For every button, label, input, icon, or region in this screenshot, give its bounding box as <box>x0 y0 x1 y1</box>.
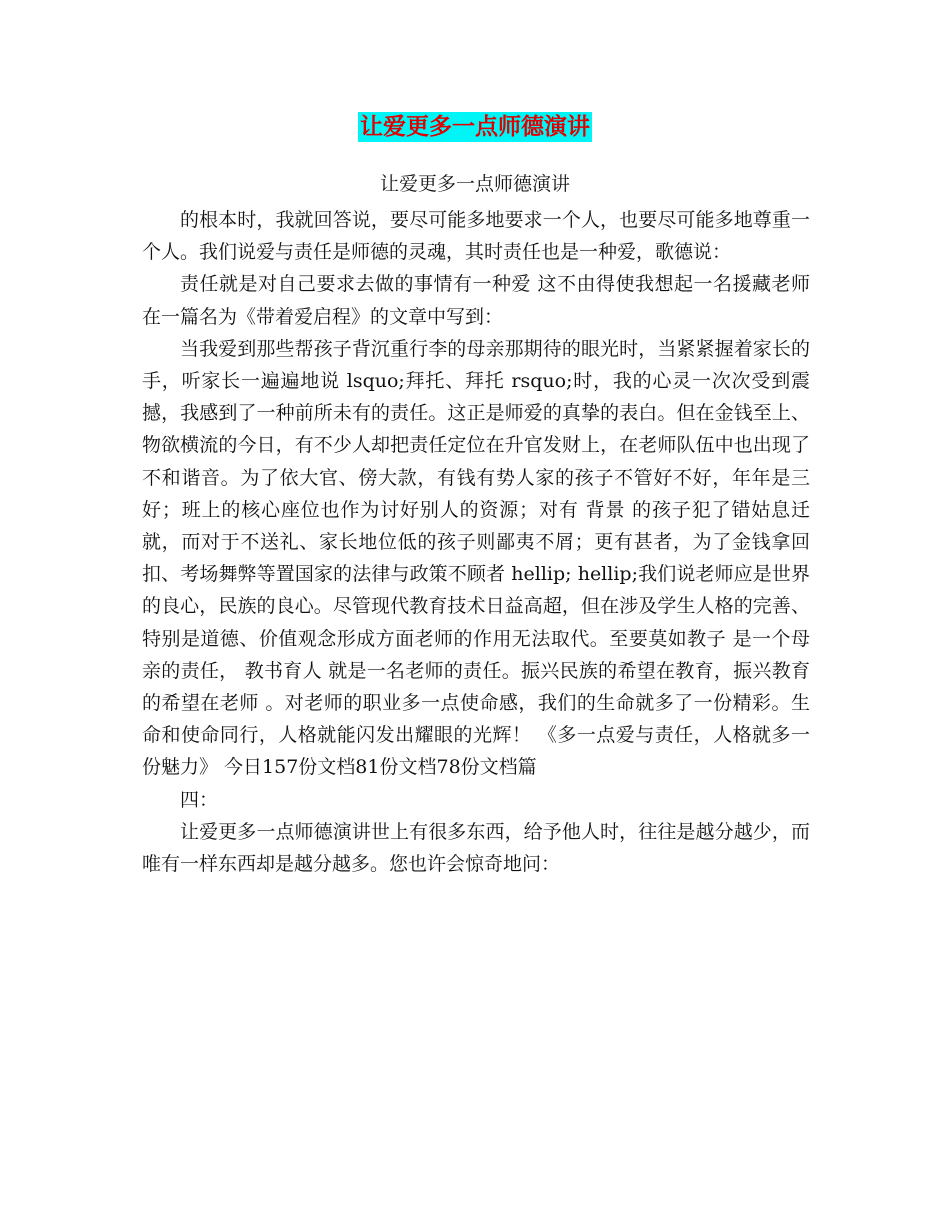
document-title: 让爱更多一点师德演讲 <box>360 114 590 140</box>
paragraph-1: 的根本时，我就回答说，要尽可能多地要求一个人，也要尽可能多地尊重一个人。我们说爱与责任是师德的灵魂，其时责任也是一种爱，歌德说： <box>142 209 810 264</box>
paragraph-4: 四： <box>180 788 219 811</box>
document-body <box>142 204 810 880</box>
title-container <box>0 112 950 142</box>
paragraph-3: 当我爱到那些帮孩子背沉重行李的母亲那期待的眼光时，当紧紧握着家长的手，听家长一遍遍地说 lsquo;拜托、拜托 rsquo;时，我的心灵一次次受到震撼，我感到了一种前所未有的责任。这正是师爱的真挚的表白。但在金钱至上、物欲横流的今日，有不少人却把责任定位在升官发财上，在老师队伍中也出现了不和谐音。为了依大官、傍大款，有钱有势人家的孩子不管好不好，年年是三好；班上的核心座位也作为讨好别人的资源；对有 背景 的孩子犯了错姑息迁就，而对于不送礼、家长地位低的孩子则鄙夷不屑；更有甚者，为了金钱拿回扣、考场舞弊等置国家的法律与政策不顾者 hellip; hellip;我们说老师应是世界的良心，民族的良心。尽管现代教育技术日益高超，但在涉及学生人格的完善、特别是道德、价值观念形成方面老师的作用无法取代。至要莫如教子 是一个母亲的责任， 教书育人 就是一名老师的责任。振兴民族的希望在教育，振兴教育的希望在老师 。对老师的职业多一点使命感，我们的生命就多了一份精彩。生命和使命同行，人格就能闪发出耀眼的光辉！ 《多一点爱与责任，人格就多一份魅力》 今日157份文档81份文档78份文档篇 <box>142 337 810 779</box>
document-subtitle: 让爱更多一点师德演讲 <box>379 173 570 195</box>
paragraph-2: 责任就是对自己要求去做的事情有一种爱 这不由得使我想起一名援藏老师在一篇名为《带着爱启程》的文章中写到： <box>142 273 810 328</box>
paragraph-5: 让爱更多一点师德演讲世上有很多东西，给予他人时，往往是越分越少，而唯有一样东西却是越分越多。您也许会惊奇地问： <box>142 820 810 876</box>
